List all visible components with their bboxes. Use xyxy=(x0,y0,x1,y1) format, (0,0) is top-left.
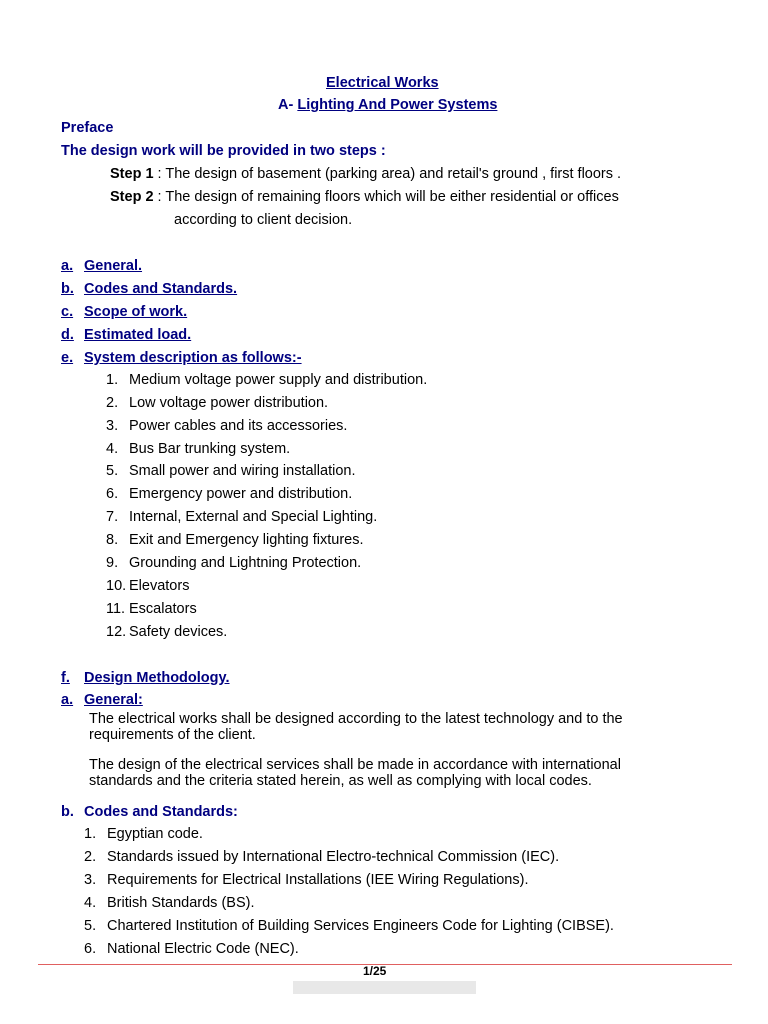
outline-text: Codes and Standards. xyxy=(84,281,238,297)
item-number: 5. xyxy=(84,918,97,934)
page-number: 1/25 xyxy=(363,964,387,978)
system-item xyxy=(106,532,364,548)
item-number: 2. xyxy=(84,849,97,865)
outline-mark: d. xyxy=(61,327,74,343)
document-subtitle xyxy=(278,97,497,113)
system-item xyxy=(106,601,197,617)
item-text: Grounding and Lightning Protection. xyxy=(129,555,362,571)
section-text: Design Methodology. xyxy=(84,670,230,686)
system-item xyxy=(106,441,290,457)
outline-item xyxy=(61,327,191,343)
code-item xyxy=(84,849,559,865)
system-item xyxy=(106,418,347,434)
general-paragraph-1: The electrical works shall be designed according to the latest technology and to the requirements of the client. xyxy=(89,711,623,743)
item-text: National Electric Code (NEC). xyxy=(107,941,299,957)
outline-text: System description as follows:- xyxy=(84,350,302,366)
system-item xyxy=(106,372,427,388)
preface-heading: Preface xyxy=(61,120,114,136)
step-1 xyxy=(110,166,621,182)
item-text: Small power and wiring installation. xyxy=(129,463,356,479)
code-item xyxy=(84,895,254,911)
system-item xyxy=(106,395,328,411)
system-item xyxy=(106,486,352,502)
outline-text: Scope of work. xyxy=(84,304,188,320)
item-text: Power cables and its accessories. xyxy=(129,418,348,434)
item-text: Medium voltage power supply and distribution. xyxy=(129,372,428,388)
item-text: Escalators xyxy=(129,601,197,617)
item-number: 4. xyxy=(84,895,97,911)
horizontal-scrollbar[interactable] xyxy=(293,981,476,994)
code-item xyxy=(84,826,203,842)
item-text: Low voltage power distribution. xyxy=(129,395,329,411)
item-number: 1. xyxy=(106,372,119,388)
item-text: Bus Bar trunking system. xyxy=(129,441,291,457)
item-number: 11. xyxy=(106,601,126,617)
system-item xyxy=(106,463,355,479)
system-item xyxy=(106,509,377,525)
item-text: Chartered Institution of Building Services Engineers Code for Lighting (CIBSE). xyxy=(107,918,614,934)
subtitle-prefix: A- xyxy=(278,97,294,113)
item-number: 12. xyxy=(106,624,127,640)
item-number: 3. xyxy=(106,418,119,434)
codes-heading xyxy=(61,804,238,820)
item-number: 1. xyxy=(84,826,97,842)
item-text: Emergency power and distribution. xyxy=(129,486,353,502)
item-number: 4. xyxy=(106,441,119,457)
code-item xyxy=(84,941,299,957)
item-text: Elevators xyxy=(129,578,190,594)
outline-mark: e. xyxy=(61,350,74,366)
outline-text: General. xyxy=(84,258,143,274)
outline-mark: b. xyxy=(61,281,74,297)
item-text: Internal, External and Special Lighting. xyxy=(129,509,378,525)
step-text: : The design of basement (parking area) and retail's ground , first floors . xyxy=(153,166,622,182)
code-item xyxy=(84,872,528,888)
step-text: : The design of remaining floors which will be either residential or offices xyxy=(153,189,619,205)
code-item xyxy=(84,918,614,934)
item-number: 2. xyxy=(106,395,119,411)
section-mark: f. xyxy=(61,670,70,686)
section-f-heading xyxy=(61,670,230,686)
item-number: 9. xyxy=(106,555,119,571)
section-mark: a. xyxy=(61,692,74,708)
item-number: 6. xyxy=(84,941,97,957)
step-2 xyxy=(110,189,619,205)
item-text: Standards issued by International Electro-technical Commission (IEC). xyxy=(107,849,560,865)
outline-item xyxy=(61,258,142,274)
outline-item xyxy=(61,281,237,297)
section-mark: b. xyxy=(61,804,74,820)
general-heading xyxy=(61,692,143,708)
item-text: Egyptian code. xyxy=(107,826,203,842)
document-title: Electrical Works xyxy=(326,75,439,91)
intro-line: The design work will be provided in two steps : xyxy=(61,143,386,159)
item-text: Exit and Emergency lighting fixtures. xyxy=(129,532,364,548)
system-item xyxy=(106,555,361,571)
outline-mark: c. xyxy=(61,304,74,320)
step-label: Step 1 xyxy=(110,166,154,182)
section-text: Codes and Standards: xyxy=(84,804,238,820)
item-number: 10. xyxy=(106,578,127,594)
outline-item xyxy=(61,350,302,366)
outline-mark: a. xyxy=(61,258,74,274)
item-number: 3. xyxy=(84,872,97,888)
general-paragraph-2: The design of the electrical services shall be made in accordance with international standards and the criteria stated herein, as well as complying with local codes. xyxy=(89,757,621,789)
section-text: General: xyxy=(84,692,143,708)
item-number: 6. xyxy=(106,486,119,502)
outline-text: Estimated load. xyxy=(84,327,192,343)
item-number: 7. xyxy=(106,509,119,525)
outline-item xyxy=(61,304,187,320)
item-text: British Standards (BS). xyxy=(107,895,255,911)
system-item xyxy=(106,624,227,640)
item-number: 8. xyxy=(106,532,119,548)
step-label: Step 2 xyxy=(110,189,154,205)
step-2-continuation: according to client decision. xyxy=(174,212,353,228)
system-item xyxy=(106,578,189,594)
item-text: Requirements for Electrical Installations (IEE Wiring Regulations). xyxy=(107,872,529,888)
item-number: 5. xyxy=(106,463,119,479)
subtitle-text: Lighting And Power Systems xyxy=(297,97,498,113)
item-text: Safety devices. xyxy=(129,624,228,640)
